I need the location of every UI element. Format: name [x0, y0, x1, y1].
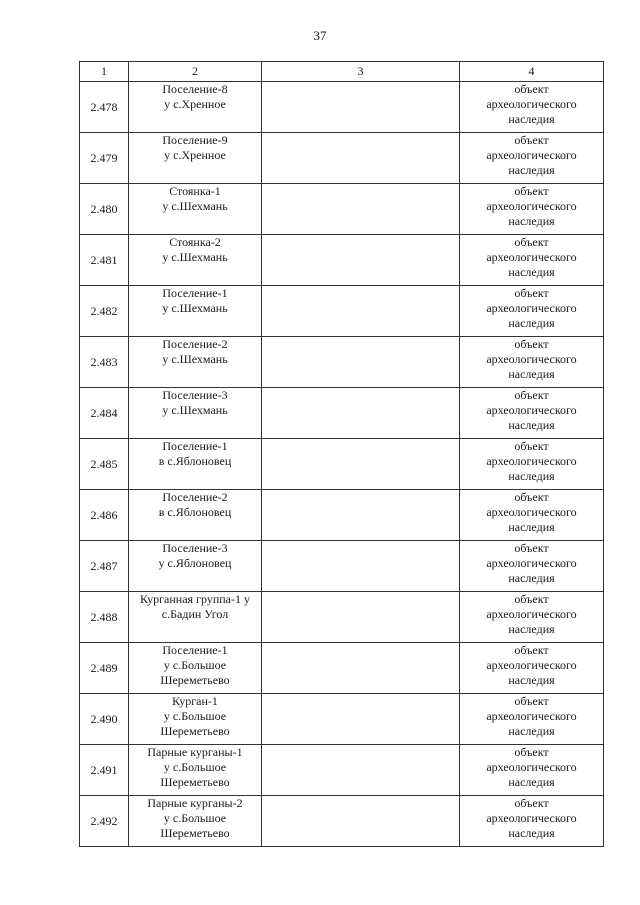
table-body [80, 82, 604, 847]
object-name-line: у с.Яблоновец [158, 556, 232, 570]
status-line: объект [514, 745, 549, 759]
status-line: объект [514, 184, 549, 198]
status-line: объект [514, 82, 549, 96]
status-line: археологического [486, 97, 577, 111]
status-cell [460, 286, 604, 337]
object-name-line: у с.Шехмань [162, 250, 228, 264]
object-name-line: у с.Шехмань [162, 352, 228, 366]
object-name-line: Шереметьево [160, 775, 230, 789]
table-row [80, 490, 604, 541]
object-name-line: у с.Большое [163, 760, 227, 774]
status-line: археологического [486, 352, 577, 366]
object-name-line: у с.Шехмань [162, 199, 228, 213]
table-row [80, 541, 604, 592]
object-name-line: Курган-1 [172, 694, 218, 708]
table-row [80, 439, 604, 490]
status-line: наследия [508, 775, 555, 789]
object-name-cell [129, 592, 262, 643]
table-row [80, 82, 604, 133]
table-row [80, 133, 604, 184]
status-line: археологического [486, 556, 577, 570]
status-line: археологического [486, 505, 577, 519]
row-number: 2.484 [80, 388, 129, 439]
column-header-4: 4 [460, 62, 604, 82]
status-line: наследия [508, 826, 555, 840]
status-line: наследия [508, 214, 555, 228]
object-name-line: Поселение-2 [162, 337, 228, 351]
object-name-line: у с.Хренное [164, 148, 226, 162]
status-line: археологического [486, 607, 577, 621]
row-number: 2.478 [80, 82, 129, 133]
status-cell [460, 133, 604, 184]
column-3-cell [262, 235, 460, 286]
status-line: наследия [508, 622, 555, 636]
row-number: 2.482 [80, 286, 129, 337]
column-3-cell [262, 337, 460, 388]
status-line: наследия [508, 163, 555, 177]
status-line: наследия [508, 265, 555, 279]
status-line: археологического [486, 250, 577, 264]
status-line: археологического [486, 760, 577, 774]
row-number: 2.490 [80, 694, 129, 745]
object-name-line: Поселение-8 [162, 82, 228, 96]
object-name-line: у с.Хренное [164, 97, 226, 111]
row-number: 2.492 [80, 796, 129, 847]
object-name-cell [129, 745, 262, 796]
status-cell [460, 235, 604, 286]
status-line: объект [514, 796, 549, 810]
status-cell [460, 643, 604, 694]
column-3-cell [262, 133, 460, 184]
object-name-line: у с.Большое [163, 658, 227, 672]
row-number: 2.488 [80, 592, 129, 643]
status-line: археологического [486, 811, 577, 825]
object-name-line: с.Бадин Угол [161, 607, 229, 621]
column-3-cell [262, 643, 460, 694]
row-number: 2.487 [80, 541, 129, 592]
row-number: 2.485 [80, 439, 129, 490]
object-name-cell [129, 541, 262, 592]
object-name-line: Поселение-3 [162, 388, 228, 402]
object-name-line: Курганная группа-1 у [140, 592, 250, 606]
status-line: наследия [508, 418, 555, 432]
table-row [80, 286, 604, 337]
column-3-cell [262, 745, 460, 796]
row-number: 2.483 [80, 337, 129, 388]
object-name-cell [129, 82, 262, 133]
column-header-2: 2 [129, 62, 262, 82]
object-name-cell [129, 388, 262, 439]
column-3-cell [262, 184, 460, 235]
table-row [80, 337, 604, 388]
object-name-line: у с.Шехмань [162, 403, 228, 417]
status-line: объект [514, 490, 549, 504]
status-line: объект [514, 643, 549, 657]
status-line: объект [514, 694, 549, 708]
column-header-3: 3 [262, 62, 460, 82]
status-line: объект [514, 439, 549, 453]
object-name-line: Поселение-3 [162, 541, 228, 555]
status-cell [460, 184, 604, 235]
status-cell [460, 796, 604, 847]
status-line: объект [514, 235, 549, 249]
status-cell [460, 439, 604, 490]
status-line: наследия [508, 520, 555, 534]
status-line: археологического [486, 199, 577, 213]
status-cell [460, 745, 604, 796]
row-number: 2.480 [80, 184, 129, 235]
status-line: объект [514, 388, 549, 402]
object-name-line: у с.Большое [163, 709, 227, 723]
object-name-line: Поселение-2 [162, 490, 228, 504]
status-cell [460, 541, 604, 592]
status-line: наследия [508, 367, 555, 381]
status-line: археологического [486, 454, 577, 468]
object-name-cell [129, 286, 262, 337]
row-number: 2.491 [80, 745, 129, 796]
object-name-cell [129, 337, 262, 388]
table-row [80, 694, 604, 745]
table-row [80, 796, 604, 847]
object-name-cell [129, 235, 262, 286]
object-name-cell [129, 490, 262, 541]
object-name-line: в с.Яблоновец [158, 454, 232, 468]
status-line: археологического [486, 709, 577, 723]
object-name-line: Шереметьево [160, 673, 230, 687]
object-name-line: в с.Яблоновец [158, 505, 232, 519]
status-line: археологического [486, 301, 577, 315]
object-name-line: Стоянка-1 [169, 184, 221, 198]
table-row [80, 184, 604, 235]
status-cell [460, 82, 604, 133]
column-3-cell [262, 490, 460, 541]
status-line: объект [514, 133, 549, 147]
status-line: археологического [486, 403, 577, 417]
status-cell [460, 694, 604, 745]
object-name-line: Поселение-1 [162, 643, 228, 657]
status-cell [460, 337, 604, 388]
page-number: 37 [313, 28, 327, 43]
column-3-cell [262, 796, 460, 847]
status-line: наследия [508, 673, 555, 687]
object-name-line: Парные курганы-2 [147, 796, 243, 810]
status-line: наследия [508, 571, 555, 585]
table-row [80, 745, 604, 796]
column-3-cell [262, 82, 460, 133]
object-name-line: Шереметьево [160, 724, 230, 738]
row-number: 2.486 [80, 490, 129, 541]
object-name-cell [129, 694, 262, 745]
status-line: объект [514, 337, 549, 351]
status-line: наследия [508, 316, 555, 330]
table-row [80, 235, 604, 286]
object-name-line: у с.Шехмань [162, 301, 228, 315]
object-name-line: Стоянка-2 [169, 235, 221, 249]
column-3-cell [262, 388, 460, 439]
column-3-cell [262, 541, 460, 592]
status-line: объект [514, 286, 549, 300]
column-3-cell [262, 694, 460, 745]
status-line: археологического [486, 658, 577, 672]
object-name-line: Парные курганы-1 [147, 745, 243, 759]
object-name-cell [129, 133, 262, 184]
object-name-line: у с.Большое [163, 811, 227, 825]
object-name-cell [129, 439, 262, 490]
status-line: наследия [508, 112, 555, 126]
table-header [80, 62, 604, 82]
column-3-cell [262, 439, 460, 490]
column-3-cell [262, 286, 460, 337]
status-line: объект [514, 592, 549, 606]
table-row [80, 592, 604, 643]
header-row [80, 62, 604, 82]
status-line: наследия [508, 469, 555, 483]
column-header-1: 1 [80, 62, 129, 82]
status-line: объект [514, 541, 549, 555]
status-cell [460, 490, 604, 541]
object-name-cell [129, 643, 262, 694]
object-name-line: Поселение-1 [162, 286, 228, 300]
status-cell [460, 388, 604, 439]
status-line: наследия [508, 724, 555, 738]
row-number: 2.489 [80, 643, 129, 694]
object-name-line: Шереметьево [160, 826, 230, 840]
heritage-registry-table [79, 61, 604, 847]
object-name-cell [129, 184, 262, 235]
object-name-line: Поселение-9 [162, 133, 228, 147]
status-cell [460, 592, 604, 643]
table-row [80, 388, 604, 439]
object-name-line: Поселение-1 [162, 439, 228, 453]
row-number: 2.479 [80, 133, 129, 184]
object-name-cell [129, 796, 262, 847]
row-number: 2.481 [80, 235, 129, 286]
column-3-cell [262, 592, 460, 643]
table-row [80, 643, 604, 694]
status-line: археологического [486, 148, 577, 162]
